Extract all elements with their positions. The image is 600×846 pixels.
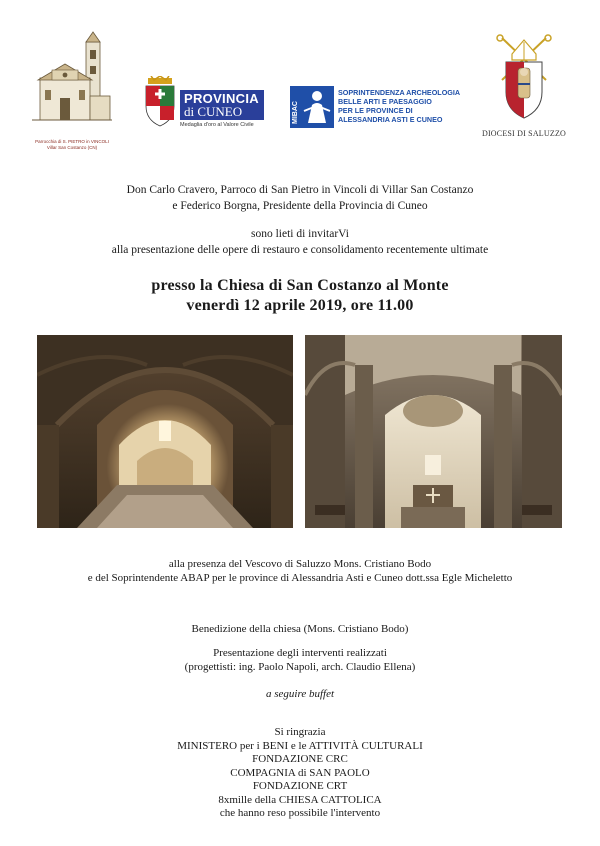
intro-line3: sono lieti di invitarVi: [250, 228, 349, 240]
headline-block: [0, 276, 600, 316]
photo-crypt-interior: [37, 335, 293, 528]
thanks-8xmille: 8xmille della CHIESA CATTOLICA: [218, 793, 382, 806]
headline-date: venerdì 12 aprile 2019, ore 11.00: [186, 297, 414, 314]
mibac-text-line4: ALESSANDRIA ASTI E CUNEO: [338, 115, 443, 124]
diocesi-caption: DIOCESI DI SALUZZO: [481, 129, 567, 138]
intro-line1: Don Carlo Cravero, Parroco di San Pietro in Vincoli di Villar San Costanzo: [126, 184, 474, 196]
mibac-figure-icon: [302, 89, 332, 125]
presence-superintendent: e del Soprintendente ABAP per le province di Alessandria Asti e Cuneo dott.ssa Egle Micheletto: [87, 572, 513, 584]
program-buffet: a seguire buffet: [265, 688, 335, 700]
program-presentation: [0, 647, 600, 674]
parish-caption-line1: Parrocchia di S. PIETRO in VINCOLI: [35, 139, 109, 144]
thanks-fondazione-crc: FONDAZIONE CRC: [252, 753, 348, 765]
presence-block: [0, 557, 600, 585]
program-presentation-line1: Presentazione degli interventi realizzati: [213, 647, 387, 659]
thanks-block: [0, 726, 600, 821]
provincia-badge: [180, 90, 264, 120]
headline-venue: presso la Chiesa di San Costanzo al Monte: [151, 277, 449, 294]
thanks-compagnia-san-paolo: COMPAGNIA di SAN PAOLO: [230, 766, 370, 779]
mibac-text-line2: BELLE ARTI E PAESAGGIO: [338, 97, 432, 106]
provincia-name-line1: PROVINCIA: [184, 91, 259, 106]
program-blessing: Benedizione della chiesa (Mons. Cristiano Bodo): [191, 623, 409, 635]
program-presentation-line2: (progettisti: ing. Paolo Napoli, arch. Claudio Ellena): [184, 660, 416, 673]
parish-logo: [30, 30, 114, 148]
intro-line4: alla presentazione delle opere di restauro e consolidamento recentemente ultimate: [111, 244, 489, 256]
photo-nave-apse: [305, 335, 562, 528]
provincia-logo: [142, 76, 264, 134]
thanks-ministero: MINISTERO per i BENI e le ATTIVITÀ CULTURALI: [177, 739, 423, 752]
mibac-mark: [290, 86, 334, 128]
church-drawing-icon: [30, 30, 114, 130]
intro-block: [0, 182, 600, 258]
provincia-tagline: Medaglia d'oro al Valore Civile: [180, 122, 254, 128]
mibac-text-line3: PER LE PROVINCE DI: [338, 106, 413, 115]
intro-line2: e Federico Borgna, Presidente della Provincia di Cuneo: [172, 200, 428, 212]
mibac-abbr: MIBAC: [292, 101, 299, 124]
diocesi-coat-of-arms-icon: [478, 34, 570, 120]
thanks-fondazione-crt: FONDAZIONE CRT: [252, 780, 348, 792]
mibac-text-line1: SOPRINTENDENZA ARCHEOLOGIA: [338, 88, 461, 97]
thanks-intro: Si ringrazia: [274, 726, 326, 738]
provincia-crest-icon: [142, 76, 178, 128]
nave-apse-picture: [305, 335, 562, 528]
parish-caption: [30, 139, 114, 151]
presence-bishop: alla presenza del Vescovo di Saluzzo Mons. Cristiano Bodo: [168, 558, 432, 570]
provincia-name-line2: di CUNEO: [184, 104, 243, 119]
crypt-arches-picture: [37, 335, 293, 528]
mibac-logo: [290, 86, 470, 136]
diocesi-logo: [478, 34, 570, 136]
thanks-closing: che hanno reso possibile l'intervento: [219, 807, 381, 819]
mibac-text: [338, 88, 460, 124]
parish-caption-line2: Villar San Costanzo (CN): [46, 145, 98, 150]
